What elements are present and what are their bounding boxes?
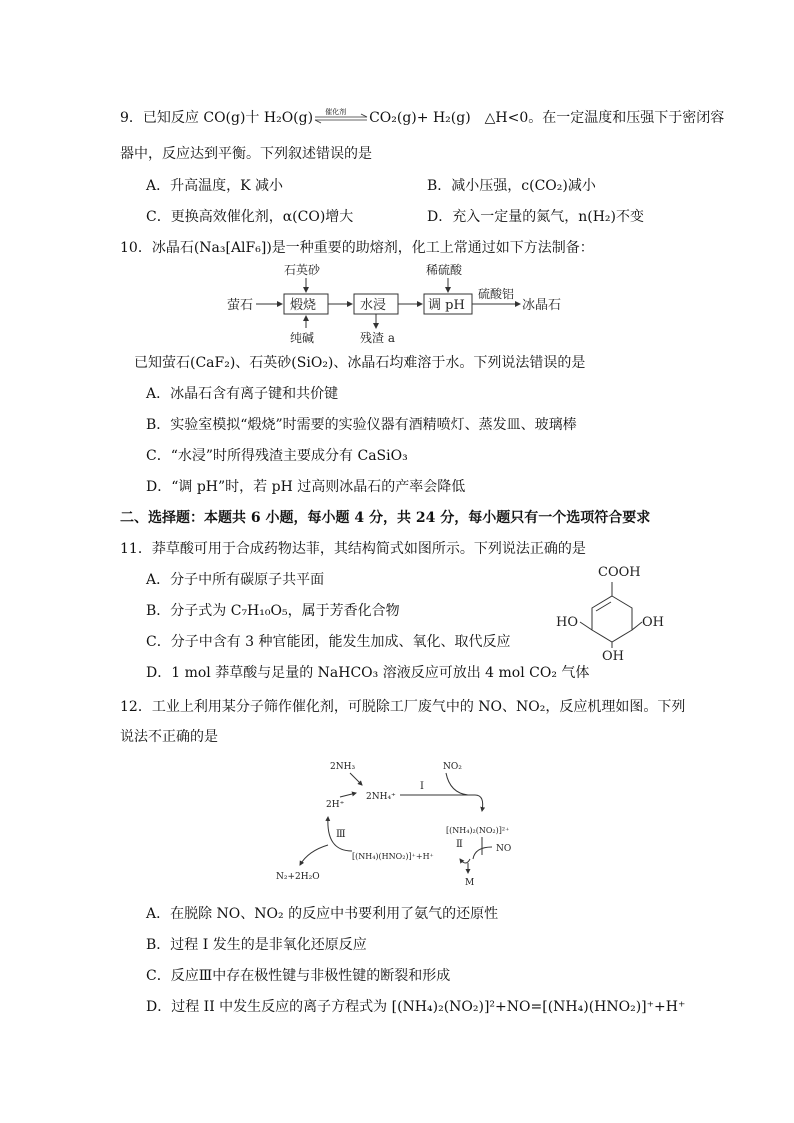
q11-option-c: C．分子中含有 3 种官能团，能发生加成、氧化、取代反应: [146, 634, 511, 650]
mech-step3: Ⅲ: [336, 829, 346, 840]
mech-products: N₂+2H₂O: [276, 872, 320, 882]
mech-complex2: [(NH₄)(HNO₂)]⁺+H⁺: [352, 852, 434, 861]
flow-top-quartz: 石英砂: [284, 263, 321, 277]
flow-bottom-residue: 残渣 a: [360, 331, 395, 345]
flow-box-calcine-label: 煅烧: [290, 298, 317, 313]
flow-arrow-label: 硫酸铝: [478, 287, 515, 301]
q12-option-d: D．过程 II 中发生反应的离子方程式为 [(NH₄)₂(NO₂)]²+NO=[(NH₄)(HNO₂)]⁺+H⁺: [146, 999, 686, 1015]
shikimic-acid-structure: [550, 560, 670, 665]
q9-option-b: B．减小压强，c(CO₂)减小: [427, 178, 596, 194]
mech-no2: NO₂: [443, 762, 462, 772]
q11-option-a: A．分子中所有碳原子共平面: [146, 572, 325, 588]
q12-option-b: B．过程 I 发生的是非氧化还原反应: [146, 937, 367, 953]
mech-no: NO: [496, 844, 512, 854]
q12-option-a: A．在脱除 NO、NO₂ 的反应中书要利用了氨气的还原性: [146, 906, 499, 922]
q9-products: CO₂(g)+ H₂(g) △H<0。在一定温度和压强下于密闭容: [369, 110, 725, 126]
q12-line1: 12．工业上利用某分子筛作催化剂，可脱除工厂废气中的 NO、NO₂，反应机理如图。下列: [120, 699, 686, 715]
q10-option-c: C．“水浸”时所得残渣主要成分有 CaSiO₃: [146, 448, 408, 464]
q12-line2: 说法不正确的是: [120, 729, 218, 745]
catalyst-label: 催化剂: [325, 108, 347, 116]
struct-oh-bottom: OH: [602, 649, 624, 664]
section-heading: 二、选择题：本题共 6 小题，每小题 4 分，共 24 分，每小题只有一个选项符合要求: [120, 510, 651, 526]
struct-oh-right: OH: [642, 615, 664, 630]
flow-end: 冰晶石: [522, 298, 562, 313]
struct-oh-left: HO: [556, 615, 578, 630]
q10-option-b: B．实验室模拟“煅烧”时需要的实验仪器有酒精喷灯、蒸发皿、玻璃棒: [146, 417, 577, 433]
mech-complex1: [(NH₄)₂(NO₂)]²⁺: [446, 826, 510, 835]
flow-box-leach-label: 水浸: [360, 298, 387, 313]
q10-line1: 10．冰晶石(Na₃[AlF₆])是一种重要的助熔剂，化工上常通过如下方法制备：: [120, 240, 594, 256]
flow-top-acid: 稀硫酸: [426, 263, 463, 277]
flow-bottom-soda: 纯碱: [290, 331, 315, 345]
q11-line1: 11．莽草酸可用于合成药物达菲，其结构简式如图所示。下列说法正确的是: [120, 541, 586, 557]
q10-option-a: A．冰晶石含有离子键和共价键: [146, 386, 339, 402]
q9-option-c: C．更换高效催化剂，α(CO)增大: [146, 209, 354, 225]
q9-reactants: 9．已知反应 CO(g)十 H₂O(g): [120, 110, 314, 126]
q9-line2: 器中，反应达到平衡。下列叙述错误的是: [120, 146, 372, 162]
flow-start: 萤石: [227, 298, 254, 313]
mech-nh4: 2NH₄⁺: [366, 792, 396, 802]
q9-line1: [120, 109, 724, 127]
mech-step1: Ⅰ: [420, 781, 424, 792]
q11-option-d: D．1 mol 莽草酸与足量的 NaHCO₃ 溶液反应可放出 4 mol CO₂ 气体: [146, 665, 590, 681]
q10-note: 已知萤石(CaF₂)、石英砂(SiO₂)、冰晶石均难溶于水。下列说法错误的是: [134, 355, 586, 371]
flow-box-ph-label: 调 pH: [428, 298, 465, 313]
struct-cooh: COOH: [598, 565, 641, 580]
q9-option-a: A．升高温度，K 减小: [146, 178, 284, 194]
q9-option-d: D．充入一定量的氮气，n(H₂)不变: [427, 209, 644, 225]
q11-option-b: B．分子式为 C₇H₁₀O₅，属于芳香化合物: [146, 603, 400, 619]
q10-flow-diagram: [220, 258, 600, 348]
reversible-arrow-icon: [313, 109, 369, 127]
mech-nh3: 2NH₃: [330, 762, 356, 772]
q12-mechanism-diagram: [270, 755, 530, 890]
q12-option-c: C．反应Ⅲ中存在极性键与非极性键的断裂和形成: [146, 968, 451, 984]
q10-option-d: D．“调 pH”时，若 pH 过高则冰晶石的产率会降低: [146, 479, 466, 495]
mech-m: M: [465, 878, 475, 888]
mech-step2: Ⅱ: [456, 839, 463, 850]
mech-h: 2H⁺: [326, 800, 345, 810]
